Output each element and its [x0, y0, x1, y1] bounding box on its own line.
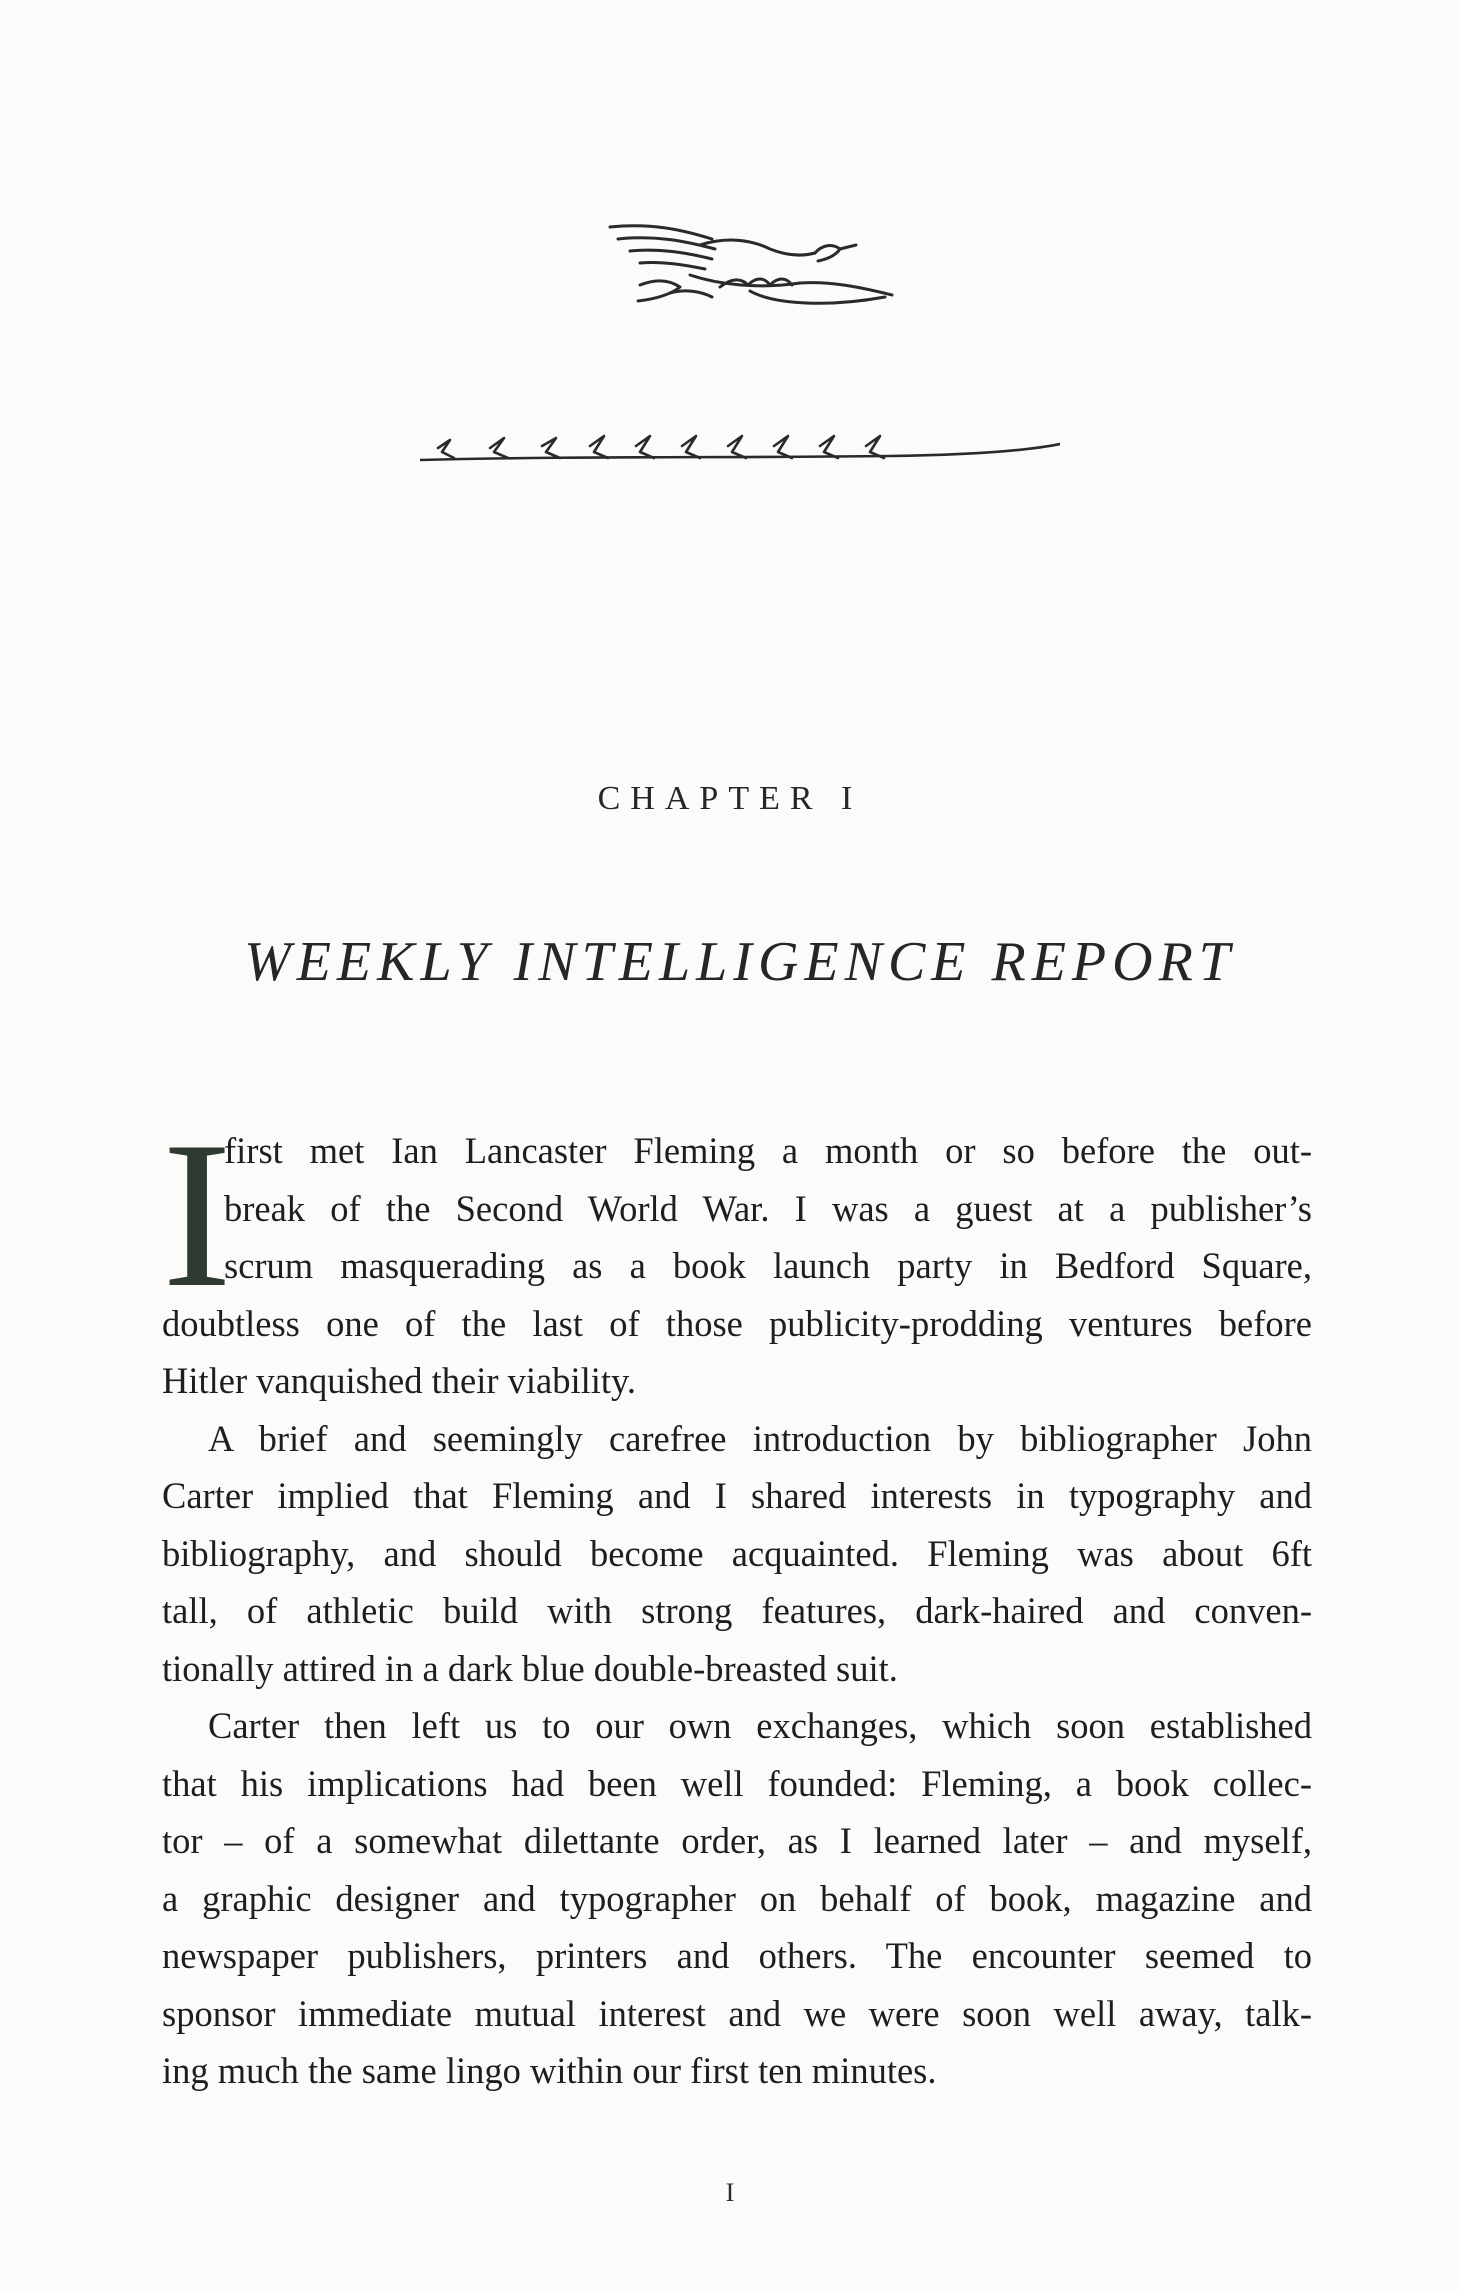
body-line: ing much the same lingo within our first ten minutes. — [162, 2050, 937, 2091]
body-line: doubtless one of the last of those publicity-prodding ventures before — [162, 1302, 1312, 1344]
body-line: that his implications had been well founded: Fleming, a book collec- — [162, 1762, 1312, 1804]
body-line: a graphic designer and typographer on behalf of book, magazine and — [162, 1877, 1312, 1919]
body-line: A brief and seemingly carefree introduction by bibliographer John — [208, 1417, 1312, 1459]
body-line: sponsor immediate mutual interest and we were soon well away, talk- — [162, 1992, 1312, 2034]
body-line: bibliography, and should become acquainted. Fleming was about 6ft — [162, 1532, 1312, 1574]
body-text — [162, 1099, 1312, 2100]
body-line: Hitler vanquished their viability. — [162, 1360, 637, 1401]
page-number: I — [725, 2178, 735, 2207]
body-line: tor – of a somewhat dilettante order, as I learned later – and myself, — [162, 1820, 1312, 1861]
chapter-label: CHAPTER I — [597, 780, 863, 817]
bird-icon — [600, 215, 900, 325]
body-line: scrum masquerading as a book launch party in Bedford Square, — [224, 1245, 1312, 1286]
body-line: first met Ian Lancaster Fleming a month or so before the out- — [224, 1130, 1312, 1171]
body-line: newspaper publishers, printers and others. The encounter seemed to — [162, 1935, 1312, 1976]
body-line: Carter then left us to our own exchanges, which soon established — [208, 1705, 1312, 1746]
chapter-title: WEEKLY INTELLIGENCE REPORT — [244, 931, 1236, 993]
body-line: tionally attired in a dark blue double-breasted suit. — [162, 1647, 898, 1689]
flourish-rule-icon — [420, 430, 1060, 470]
drop-cap: I — [162, 1099, 232, 1331]
body-line: tall, of athletic build with strong features, dark-haired and conven- — [162, 1590, 1312, 1631]
body-line: Carter implied that Fleming and I shared interests in typography and — [162, 1475, 1312, 1516]
body-line: break of the Second World War. I was a guest at a publisher’s — [224, 1187, 1312, 1229]
